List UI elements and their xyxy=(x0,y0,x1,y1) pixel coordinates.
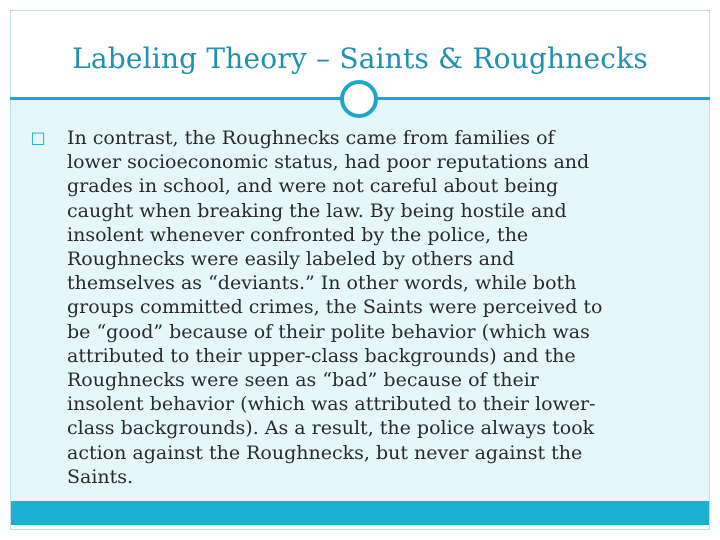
body-line: caught when breaking the law. By being hostile and xyxy=(67,199,567,222)
footer-bar xyxy=(11,501,709,525)
body-line: lower socioeconomic status, had poor reputations and xyxy=(67,151,590,174)
body-text-area xyxy=(30,126,684,489)
bullet-icon: □ xyxy=(30,128,46,147)
body-line: grades in school, and were not careful about being xyxy=(67,175,559,198)
body-line: insolent behavior (which was attributed to their lower- xyxy=(67,393,596,416)
bullet-paragraph xyxy=(67,126,681,489)
body-line: attributed to their upper-class backgrounds) and the xyxy=(67,344,576,367)
slide-title: Labeling Theory – Saints & Roughnecks xyxy=(72,41,648,75)
body-line: In contrast, the Roughnecks came from families of xyxy=(67,127,555,149)
body-line: groups committed crimes, the Saints were perceived to xyxy=(67,296,603,319)
body-line: Roughnecks were seen as “bad” because of their xyxy=(67,369,539,392)
circle-ornament-icon xyxy=(340,80,378,118)
body-line: be “good” because of their polite behavior (which was xyxy=(67,320,590,343)
body-line: Roughnecks were easily labeled by others and xyxy=(67,248,515,271)
body-line: Saints. xyxy=(67,465,134,488)
body-line: insolent whenever confronted by the police, the xyxy=(67,223,529,246)
body-line: class backgrounds). As a result, the police always took xyxy=(67,417,595,440)
body-line: action against the Roughnecks, but never against the xyxy=(67,441,583,464)
body-line: themselves as “deviants.” In other words, while both xyxy=(67,272,577,295)
